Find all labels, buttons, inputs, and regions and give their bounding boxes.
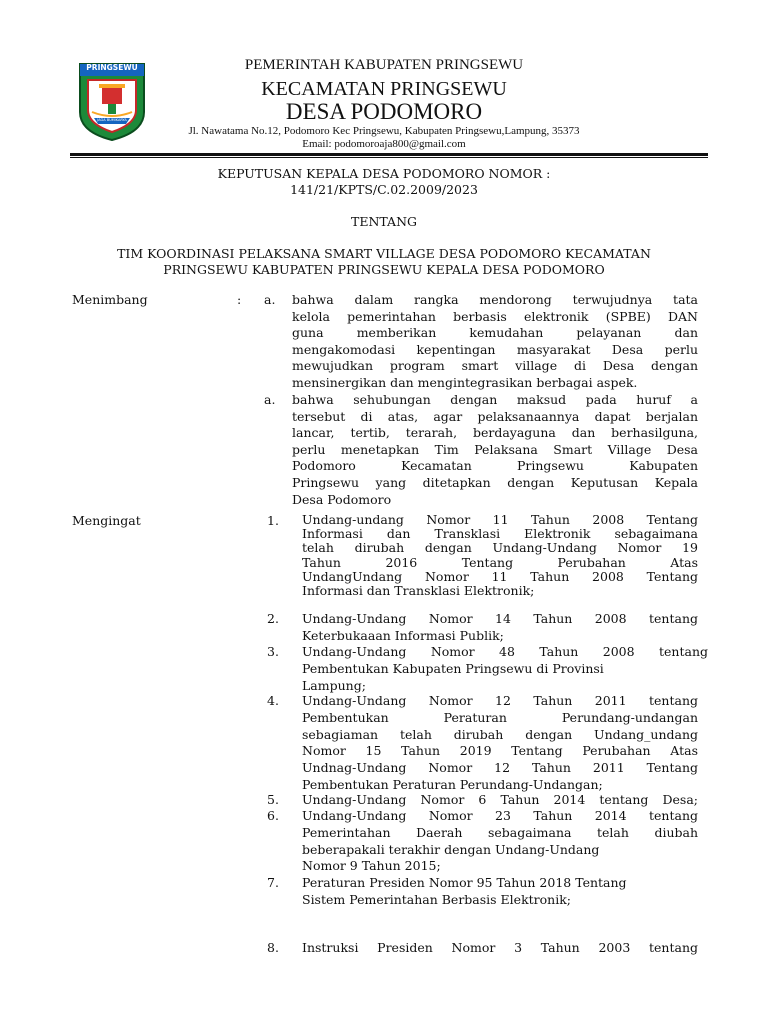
mengingat-number: 8. xyxy=(267,940,279,955)
text-line: sebagiaman telah dirubah dengan Undang_undang xyxy=(302,726,698,742)
mengingat-item xyxy=(302,808,698,875)
mengingat-number: 6. xyxy=(267,808,279,823)
text-line: Peraturan Presiden Nomor 95 Tahun 2018 Tentang xyxy=(302,875,627,890)
district-title: KECAMATAN PRINGSEWU xyxy=(261,78,507,100)
text-line: Undnag-Undang Nomor 12 Tahun 2011 Tentang xyxy=(302,760,698,776)
text-line: Pembentukan Peraturan Perundang-undangan xyxy=(302,709,698,725)
menimbang-marker: a. xyxy=(264,392,276,407)
text-line: mensinergikan dan mengintegrasikan berbagai aspek. xyxy=(292,374,638,390)
mengingat-item xyxy=(302,611,698,645)
pringsewu-logo xyxy=(78,62,146,142)
text-line: Undang-Undang Nomor 6 Tahun 2014 tentang Desa; xyxy=(302,792,698,807)
mengingat-item xyxy=(302,693,698,794)
about-heading: TENTANG xyxy=(350,214,417,229)
decree-title: KEPUTUSAN KEPALA DESA PODOMORO NOMOR : xyxy=(217,166,551,181)
mengingat-number: 4. xyxy=(267,693,279,708)
text-line: Undang-Undang Nomor 48 Tahun 2008 tentang xyxy=(302,644,708,659)
mengingat-item xyxy=(302,875,698,909)
text-line: Informasi dan Transklasi Elektronik; xyxy=(302,584,535,599)
email-line: Email: podomoroaja800@gmail.com xyxy=(302,138,466,150)
text-line: Undang-undang Nomor 11 Tahun 2008 Tentang xyxy=(302,513,698,527)
menimbang-label: Menimbang xyxy=(72,292,148,307)
mengingat-item xyxy=(302,792,698,809)
mengingat-number: 1. xyxy=(267,513,279,528)
text-line: mengakomodasi kepentingan masyarakat Desa perlu xyxy=(292,341,698,357)
decree-number: 141/21/KPTS/C.02.2009/2023 xyxy=(290,182,478,197)
mengingat-label: Mengingat xyxy=(72,513,141,528)
header-rule-thin xyxy=(70,157,708,158)
government-title: PEMERINTAH KABUPATEN PRINGSEWU xyxy=(244,57,524,73)
text-line: Tahun 2016 Tentang Perubahan Atas xyxy=(302,555,698,570)
text-line: tersebut di atas, agar pelaksanaannya dapat berjalan xyxy=(292,408,698,424)
logo-text: PRINGSEWU xyxy=(86,63,138,72)
crest-icon xyxy=(78,62,146,142)
text-line: Nomor 15 Tahun 2019 Tentang Perubahan Atas xyxy=(302,743,698,759)
text-line: Pembentukan Kabupaten Pringsewu di Provinsi xyxy=(302,660,604,676)
text-line: UndangUndang Nomor 11 Tahun 2008 Tentang xyxy=(302,569,698,584)
text-line: Pringsewu yang ditetapkan dengan Keputusan Kepala xyxy=(292,474,698,490)
text-line: guna memberikan kemudahan pelayanan dan xyxy=(292,325,698,341)
text-line: telah dirubah dengan Undang-Undang Nomor 19 xyxy=(302,541,698,556)
text-line: kelola pemerintahan berbasis elektronik (SPBE) DAN xyxy=(292,308,698,324)
text-line: Lampung; xyxy=(302,677,366,693)
text-line: bahwa dalam rangka mendorong terwujudnya tata xyxy=(292,292,698,307)
text-line: Pembentukan Peraturan Perundang-Undangan; xyxy=(302,776,603,792)
menimbang-marker: a. xyxy=(264,292,276,307)
text-line: mewujudkan program smart village di Desa dengan xyxy=(292,358,698,374)
decree-subject-line-2: PRINGSEWU KABUPATEN PRINGSEWU KEPALA DESA PODOMORO xyxy=(163,262,605,277)
mengingat-item xyxy=(302,644,708,694)
menimbang-item xyxy=(292,292,698,392)
header-rule-thick xyxy=(70,153,708,156)
text-line: Undang-Undang Nomor 14 Tahun 2008 tentang xyxy=(302,611,698,626)
text-line: Pemerintahan Daerah sebagaimana telah diubah xyxy=(302,824,698,840)
text-line: Instruksi Presiden Nomor 3 Tahun 2003 tentang xyxy=(302,940,698,955)
text-line: Keterbukaaan Informasi Publik; xyxy=(302,627,504,643)
text-line: Informasi dan Transklasi Elektronik sebagaimana xyxy=(302,527,698,542)
mengingat-number: 2. xyxy=(267,611,279,626)
text-line: bahwa sehubungan dengan maksud pada huruf a xyxy=(292,392,698,407)
mengingat-number: 3. xyxy=(267,644,279,659)
text-line: beberapakali terakhir dengan Undang-Undang xyxy=(302,841,600,857)
village-title: DESA PODOMORO xyxy=(285,99,483,124)
mengingat-number: 5. xyxy=(267,792,279,807)
text-line: perlu menetapkan Tim Pelaksana Smart Village Desa xyxy=(292,441,698,457)
mengingat-item xyxy=(302,513,698,598)
menimbang-colon: : xyxy=(237,292,242,307)
text-line: Undang-Undang Nomor 12 Tahun 2011 tentang xyxy=(302,693,698,708)
logo-ribbon: JAGA BUMIKARYA xyxy=(97,118,127,122)
text-line: lancar, tertib, terarah, berdayaguna dan berhasilguna, xyxy=(292,425,698,441)
text-line: Podomoro Kecamatan Pringsewu Kabupaten xyxy=(292,458,698,474)
text-line: Nomor 9 Tahun 2015; xyxy=(302,858,441,874)
address-line: Jl. Nawatama No.12, Podomoro Kec Pringsewu, Kabupaten Pringsewu,Lampung, 35373 xyxy=(188,125,580,137)
text-line: Undang-Undang Nomor 23 Tahun 2014 tentang xyxy=(302,808,698,823)
text-line: Sistem Pemerintahan Berbasis Elektronik; xyxy=(302,891,572,907)
text-line: Desa Podomoro xyxy=(292,491,392,507)
mengingat-number: 7. xyxy=(267,875,279,890)
menimbang-item xyxy=(292,392,698,508)
mengingat-item xyxy=(302,940,698,957)
decree-subject-line-1: TIM KOORDINASI PELAKSANA SMART VILLAGE DESA PODOMORO KECAMATAN xyxy=(117,246,651,261)
